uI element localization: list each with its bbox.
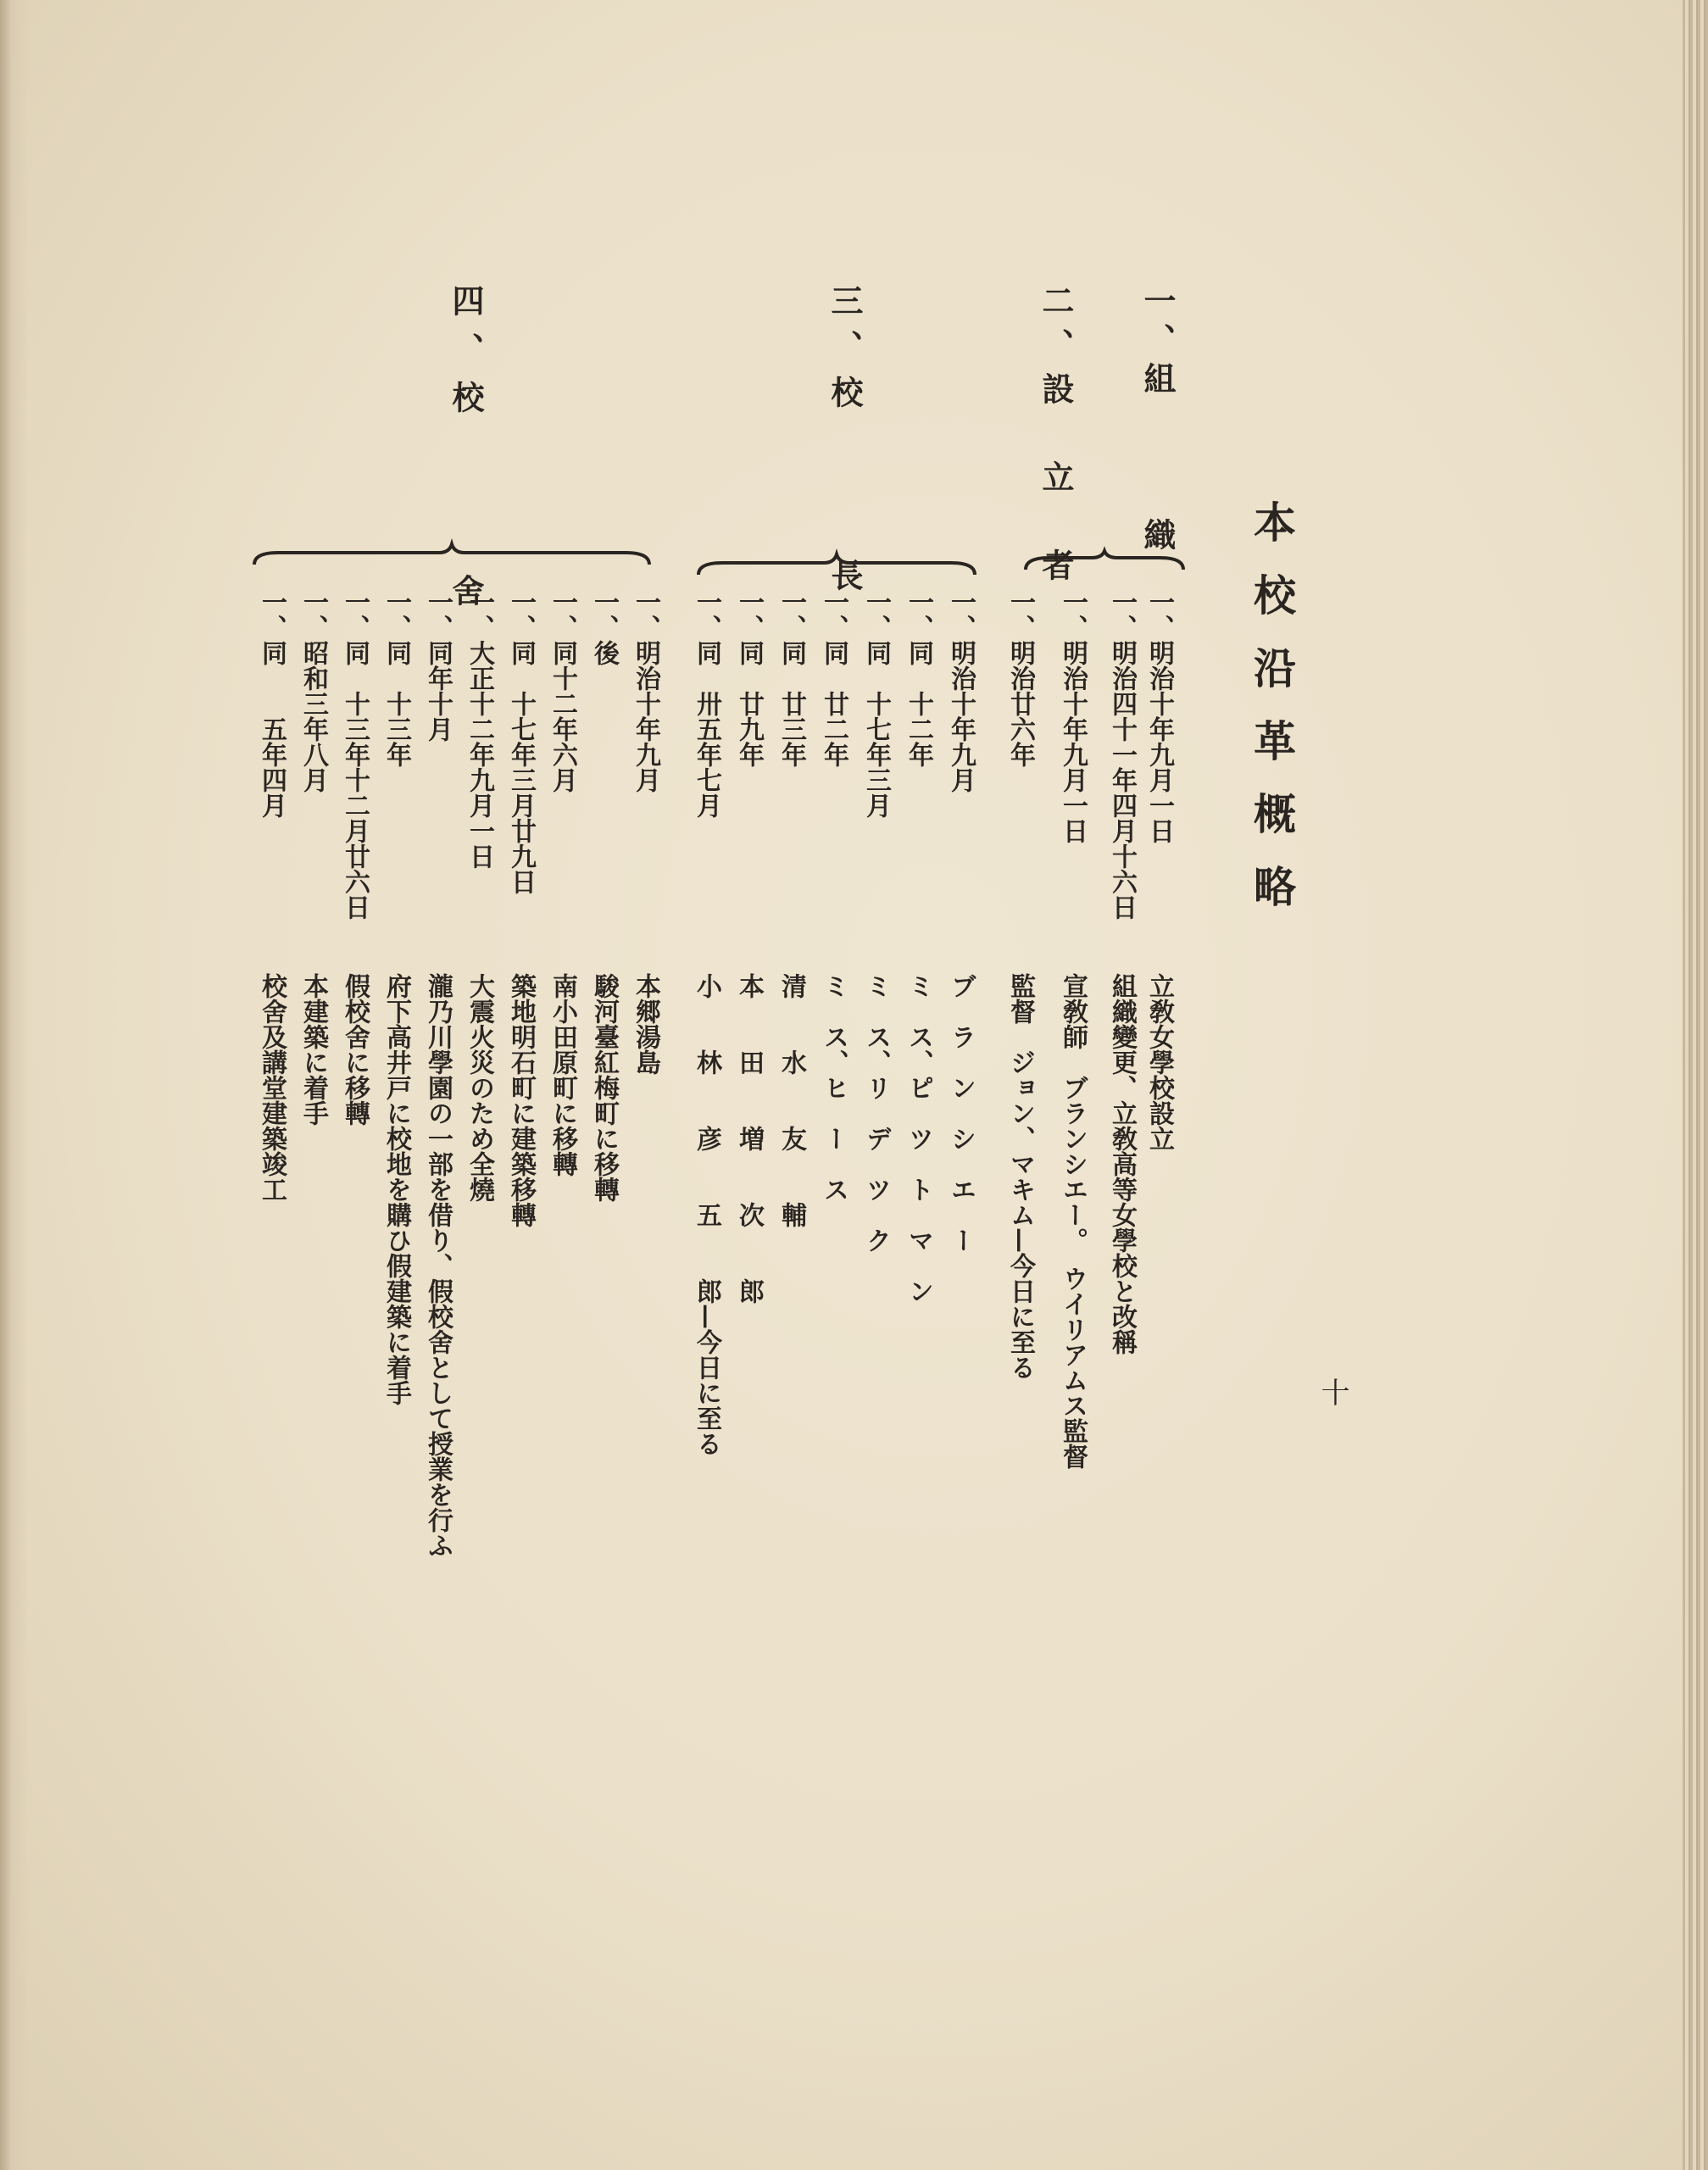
- page-number: 十: [1316, 1377, 1349, 1406]
- entry-date: 一、同 廿二年: [819, 589, 848, 767]
- entry-text: ミ ス、ピ ツ ト マ ン: [904, 973, 933, 1304]
- entry-date: 一、同 廿九年: [734, 589, 764, 767]
- entry-date: 一、同十二年六月: [548, 589, 577, 793]
- entry-text: 清 水 友 輔: [776, 973, 806, 1227]
- entry-date: 一、明治十年九月: [631, 589, 660, 793]
- entry-date: 一、大正十二年九月一日: [465, 589, 494, 869]
- entry-date: 一、同 廿三年: [776, 589, 806, 767]
- entry-text: 校舍及講堂建築竣工: [257, 973, 287, 1202]
- entry-text: ミ ス、リ デ ツ ク: [861, 973, 891, 1253]
- section-heading-school-building: 四、校 舍: [447, 284, 485, 622]
- section-heading-founder: 二、設 立 者: [1037, 284, 1075, 593]
- entry-date: 一、明治十年九月: [946, 589, 976, 793]
- entry-text: 瀧乃川學園の一部を借り、假校舍として授業を行ふ: [423, 973, 453, 1558]
- entry-text: 本建築に着手: [298, 973, 328, 1126]
- entry-text: 築地明石町に建築移轉: [506, 973, 536, 1227]
- entry-text: 本郷湯島: [631, 973, 660, 1075]
- entry-date: 一、同 十七年三月: [861, 589, 891, 818]
- entry-text: 組織變更、立敎高等女學校と改稱: [1107, 973, 1137, 1355]
- entry-date: 一、同 五年四月: [257, 589, 287, 818]
- entry-text: 小 林 彦 五 郎—今日に至る: [692, 973, 721, 1456]
- section-heading-principal: 三、校 長: [826, 284, 864, 604]
- entry-date: 一、後: [589, 589, 619, 665]
- entry-date: 一、同 十三年: [381, 589, 411, 767]
- entry-date: 一、同 卅五年七月: [692, 589, 721, 818]
- section-heading-organization: 一、組 織: [1138, 284, 1177, 557]
- entry-date: 一、明治廿六年: [1005, 589, 1035, 767]
- page-right-edge: [1683, 0, 1708, 2170]
- entry-text: 府下高井戸に校地を購ひ假建築に着手: [381, 973, 411, 1405]
- entry-date: 一、同 十三年十二月廿六日: [340, 589, 370, 920]
- brace-school-building: [253, 542, 651, 568]
- entry-text: ミ ス、ヒ ー ス: [819, 973, 848, 1202]
- entry-date: 一、同 十七年三月廿九日: [506, 589, 536, 894]
- entry-date: 一、明治十年九月一日: [1144, 589, 1174, 843]
- entry-text: 南小田原町に移轉: [548, 973, 577, 1177]
- entry-date: 一、同年十月: [423, 589, 453, 742]
- document-title: 本校沿革概略: [1247, 500, 1297, 938]
- entry-text: 立敎女學校設立: [1144, 973, 1174, 1151]
- brace-organization-founder: [1024, 549, 1185, 573]
- entry-text: 宣敎師 ブランシエー。 ウイリアムス監督: [1058, 973, 1088, 1469]
- brace-principal: [697, 553, 976, 578]
- entry-text: 駿河臺紅梅町に移轉: [589, 973, 619, 1202]
- page-left-edge: [0, 0, 29, 2170]
- entry-text: 監督 ジョン、マキム—今日に至る: [1005, 973, 1035, 1380]
- entry-text: 大震火災のため全燒: [465, 973, 494, 1202]
- entry-date: 一、同 十二年: [904, 589, 933, 767]
- entry-text: 假校舍に移轉: [340, 973, 370, 1126]
- entry-date: 一、昭和三年八月: [298, 589, 328, 793]
- entry-date: 一、明治四十一年四月十六日: [1107, 589, 1137, 920]
- entry-date: 一、明治十年九月一日: [1058, 589, 1088, 843]
- entry-text: ブ ラ ン シ エ ー: [946, 973, 976, 1253]
- entry-text: 本 田 増 次 郎: [734, 973, 764, 1304]
